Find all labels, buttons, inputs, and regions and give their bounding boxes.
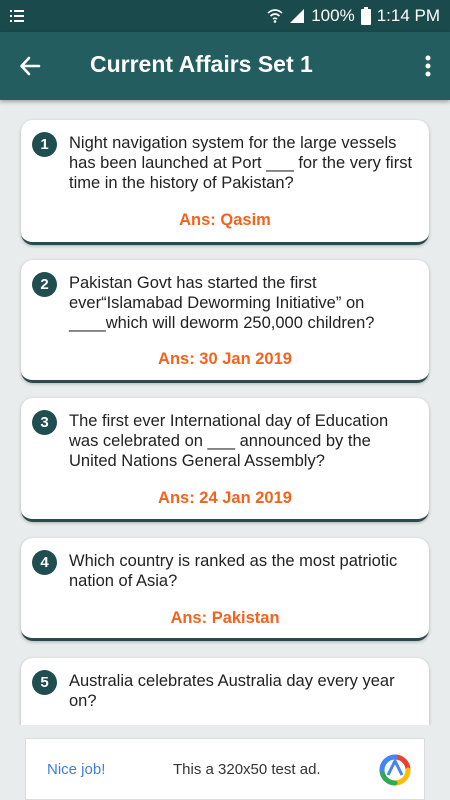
status-bar	[0, 0, 450, 32]
back-arrow-icon	[19, 55, 41, 77]
question-card[interactable]	[21, 658, 429, 725]
question-text: The first ever International day of Education was celebrated on ___ announced by the United Nations General Assembly?	[69, 412, 389, 470]
question-card[interactable]	[21, 120, 429, 245]
page-title: Current Affairs Set 1	[90, 51, 313, 77]
wifi-icon	[267, 8, 283, 24]
battery-icon	[361, 7, 371, 25]
signal-icon	[289, 8, 305, 24]
more-vert-icon	[425, 55, 431, 77]
question-card[interactable]	[21, 538, 429, 641]
question-number: 1	[32, 132, 57, 157]
question-card[interactable]	[21, 260, 429, 383]
app-bar	[0, 32, 450, 100]
question-number: 3	[32, 410, 57, 435]
question-text: Pakistan Govt has started the first ever“Islamabad Deworming Initiative” on ____which will deworm 250,000 children?	[69, 274, 375, 332]
question-number: 4	[32, 550, 57, 575]
status-time: 1:14 PM	[376, 6, 440, 25]
question-number: 5	[32, 670, 57, 695]
ad-text: This a 320x50 test ad.	[173, 761, 321, 778]
back-button[interactable]	[12, 48, 48, 84]
ad-logo-icon	[378, 753, 412, 787]
battery-level: 100%	[311, 6, 355, 25]
notification-list-icon	[8, 7, 26, 25]
ad-banner[interactable]	[25, 738, 425, 800]
answer-text: Ans: Pakistan	[170, 609, 280, 627]
answer-text: Ans: 30 Jan 2019	[158, 350, 292, 368]
question-text: Australia celebrates Australia day every year on?	[69, 672, 395, 710]
question-text: Which country is ranked as the most patriotic nation of Asia?	[69, 552, 398, 590]
ad-nice-label: Nice job!	[47, 761, 106, 778]
question-text: Night navigation system for the large vessels has been launched at Port ___ for the very first time in the history of Pakistan?	[69, 134, 413, 192]
question-card[interactable]	[21, 398, 429, 522]
question-list[interactable]	[0, 100, 450, 725]
overflow-menu-button[interactable]	[416, 48, 440, 84]
question-number: 2	[32, 272, 57, 297]
answer-text: Ans: 24 Jan 2019	[158, 489, 292, 507]
answer-text: Ans: Qasim	[179, 211, 271, 229]
